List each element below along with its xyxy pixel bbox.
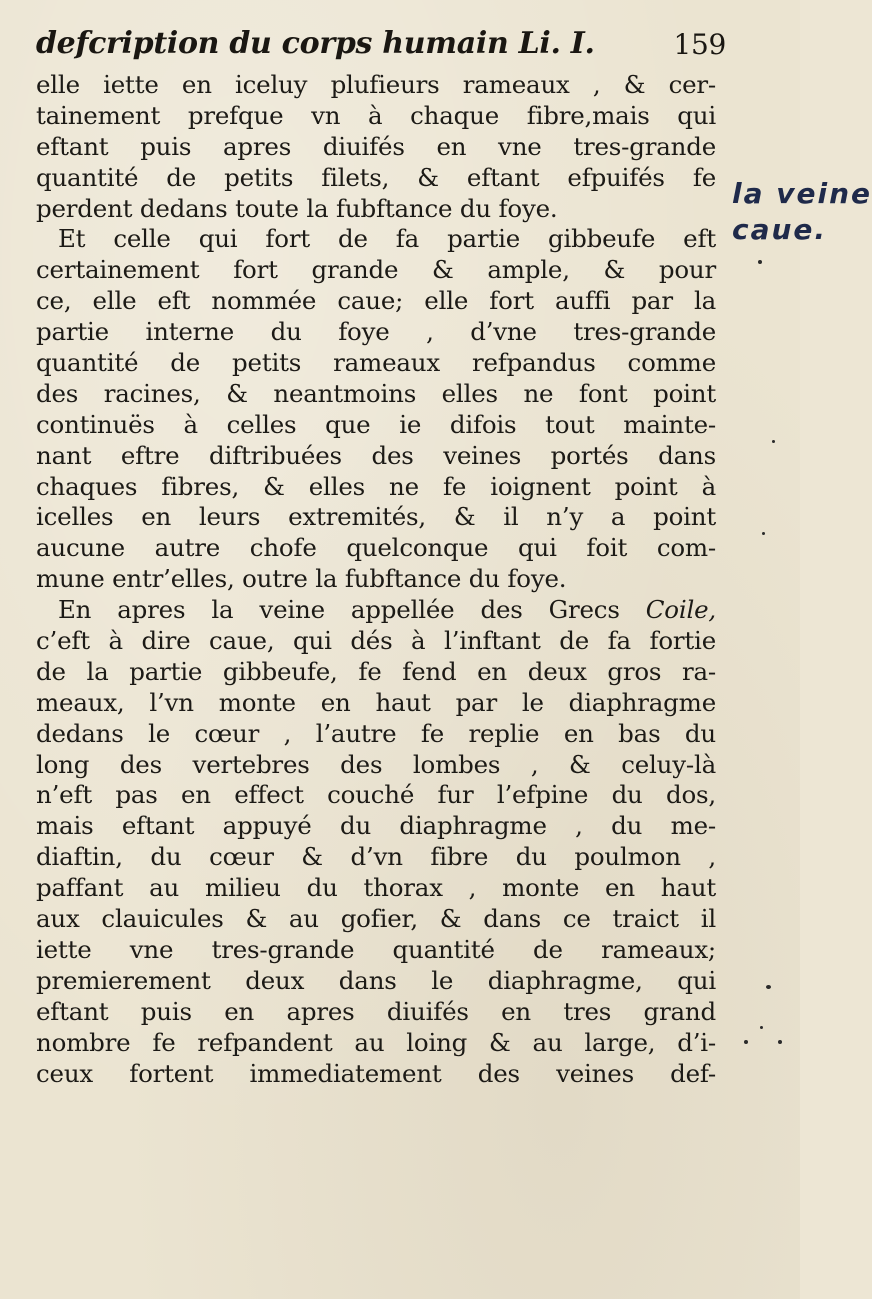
ink-speck <box>766 985 771 989</box>
text-line <box>36 132 716 163</box>
text-line-content: aux clauicules & au gofier, & dans ce traict il <box>36 904 716 934</box>
ink-speck <box>772 440 775 443</box>
text-line <box>36 966 716 997</box>
text-line-content: dedans le cœur , l’autre fe replie en bas du <box>36 718 716 748</box>
italic-term: Coile, <box>645 595 716 625</box>
text-line-content: En apres la veine appellée des Grecs <box>58 595 646 625</box>
text-line-content: continuës à celles que ie difois tout mainte- <box>36 409 716 439</box>
text-line <box>36 997 716 1028</box>
text-line <box>36 873 716 904</box>
text-line-content: paffant au milieu du thorax , monte en haut <box>36 873 716 903</box>
text-line-content: ce, elle eft nommée caue; elle fort auffi par la <box>36 286 716 316</box>
running-title: defcription du corps humain Li. I. <box>36 26 595 61</box>
text-line-content: long des vertebres des lombes , & celuy-là <box>36 749 716 779</box>
text-line <box>36 657 716 688</box>
text-line <box>36 935 716 966</box>
text-line <box>36 1028 716 1059</box>
ink-speck <box>758 260 762 264</box>
text-line <box>36 286 716 317</box>
page-number: 159 <box>673 28 726 61</box>
text-line-content: diaftin, du cœur & d’vn fibre du poulmon , <box>36 842 716 872</box>
text-line-content: eftant puis en apres diuifés en tres grand <box>36 996 716 1026</box>
text-line-content: elle iette en iceluy plufieurs rameaux , & cer- <box>36 70 716 99</box>
text-line <box>36 904 716 935</box>
text-line <box>36 626 716 657</box>
text-line-content: iette vne tres-grande quantité de rameaux; <box>36 934 716 964</box>
running-header <box>36 26 726 70</box>
text-line <box>36 194 716 225</box>
ink-speck <box>760 1026 763 1029</box>
margin-note-line-2: caue. <box>732 213 828 246</box>
text-line <box>36 348 716 379</box>
text-line <box>36 317 716 348</box>
ink-speck <box>762 532 765 535</box>
text-line <box>36 101 716 132</box>
text-line-content: quantité de petits rameaux refpandus comme <box>36 348 716 378</box>
text-line-content: meaux, l’vn monte en haut par le diaphragme <box>36 687 716 717</box>
margin-note-line-1: la veine <box>732 177 872 210</box>
text-line <box>36 595 716 626</box>
body-text <box>36 70 716 1089</box>
text-line-content: ceux fortent immediatement des veines def- <box>36 1058 716 1088</box>
text-line <box>36 70 716 101</box>
text-line-content: quantité de petits filets, & eftant efpuifés fe <box>36 162 716 192</box>
text-line <box>36 688 716 719</box>
text-line <box>36 224 716 255</box>
text-line-content: tainement prefque vn à chaque fibre,mais qui <box>36 100 716 130</box>
text-line <box>36 255 716 286</box>
text-line-content: perdent dedans toute la fubftance du foye. <box>36 193 558 223</box>
text-line-content: chaques fibres, & elles ne fe ioignent point à <box>36 471 716 501</box>
text-line <box>36 379 716 410</box>
margin-note <box>732 176 872 248</box>
text-line <box>36 719 716 750</box>
text-line <box>36 750 716 781</box>
text-line-content: eftant puis apres diuifés en vne tres-grande <box>36 131 716 161</box>
ink-speck <box>778 1040 782 1044</box>
text-line-content: c’eft à dire caue, qui dés à l’inftant de fa fortie <box>36 626 716 656</box>
text-line-content: premierement deux dans le diaphragme, qui <box>36 965 716 995</box>
text-line <box>36 410 716 441</box>
text-line-content: mune entr’elles, outre la fubftance du foye. <box>36 564 567 594</box>
text-line <box>36 842 716 873</box>
text-line-content: de la partie gibbeufe, fe fend en deux gros ra- <box>36 656 716 686</box>
text-line <box>36 1059 716 1090</box>
text-line-content: icelles en leurs extremités, & il n’y a point <box>36 502 716 532</box>
text-line-content: certainement fort grande & ample, & pour <box>36 255 716 285</box>
text-line-content: partie interne du foye , d’vne tres-grande <box>36 317 716 347</box>
text-line <box>36 472 716 503</box>
text-line-content: des racines, & neantmoins elles ne font point <box>36 378 716 408</box>
ink-speck <box>744 1040 748 1044</box>
text-line-content: nombre fe refpandent au loing & au large, d’i- <box>36 1027 716 1057</box>
text-line <box>36 502 716 533</box>
text-line <box>36 163 716 194</box>
text-line <box>36 441 716 472</box>
text-line <box>36 564 716 595</box>
text-line <box>36 811 716 842</box>
text-line-content: n’eft pas en effect couché fur l’efpine du dos, <box>36 780 716 810</box>
text-line-content: mais eftant appuyé du diaphragme , du me- <box>36 811 716 841</box>
text-line <box>36 533 716 564</box>
text-line <box>36 780 716 811</box>
text-line-content: aucune autre chofe quelconque qui foit com- <box>36 533 716 563</box>
text-line-content: nant eftre diftribuées des veines portés dans <box>36 440 716 470</box>
text-line-content: Et celle qui fort de fa partie gibbeufe eft <box>58 224 716 254</box>
